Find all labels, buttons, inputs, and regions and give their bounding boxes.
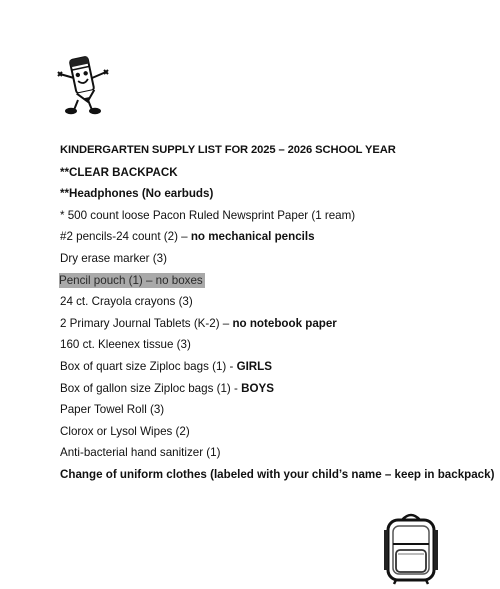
- list-item: Dry erase marker (3): [60, 251, 167, 265]
- list-item: **CLEAR BACKPACK: [60, 165, 178, 179]
- list-item: Box of quart size Ziploc bags (1) - GIRLS: [60, 359, 272, 373]
- list-item: * 500 count loose Pacon Ruled Newsprint Paper (1 ream): [60, 208, 356, 222]
- list-item: Change of uniform clothes (labeled with your child’s name – keep in backpack): [60, 467, 495, 481]
- clear-backpack-icon: [380, 510, 442, 585]
- list-item: **Headphones (No earbuds): [60, 187, 214, 201]
- list-item: Paper Towel Roll (3): [60, 403, 165, 417]
- list-item: 2 Primary Journal Tablets (K-2) – no notebook paper: [60, 316, 337, 330]
- list-item: Box of gallon size Ziploc bags (1) - BOYS: [60, 381, 274, 395]
- list-title: KINDERGARTEN SUPPLY LIST FOR 2025 – 2026 SCHOOL YEAR: [60, 144, 396, 156]
- list-item: 24 ct. Crayola crayons (3): [60, 295, 193, 309]
- list-item: #2 pencils-24 count (2) – no mechanical pencils: [60, 230, 315, 244]
- list-item-highlighted: Pencil pouch (1) – no boxes: [59, 273, 203, 287]
- list-item: Anti-bacterial hand sanitizer (1): [60, 446, 221, 460]
- list-item: 160 ct. Kleenex tissue (3): [60, 338, 191, 352]
- supply-list: [59, 140, 495, 486]
- pencil-character-icon: [52, 52, 114, 116]
- list-item: Clorox or Lysol Wipes (2): [60, 424, 190, 438]
